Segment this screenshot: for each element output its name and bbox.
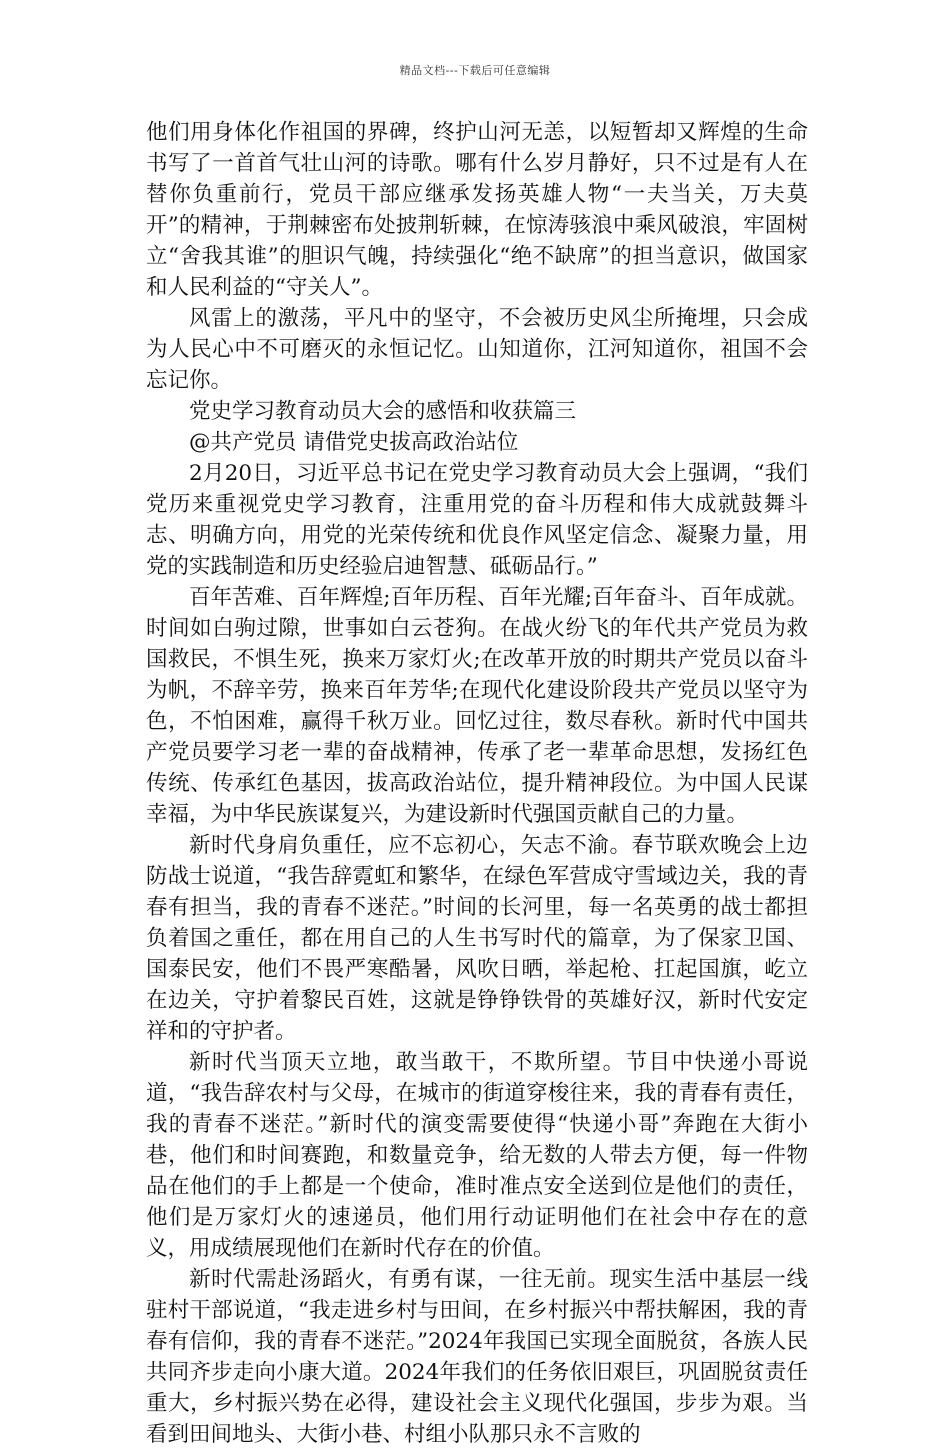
page-header: 精品文档---下载后可任意编辑 bbox=[399, 64, 551, 77]
paragraph: 新时代需赴汤蹈火，有勇有谋，一往无前。现实生活中基层一线驻村干部说道，“我走进乡村与田间，在乡村振兴中帮扶解困，我的青春有信仰，我的青春不迷茫。”2024年我国已实现全面脱贫，各族人民共同齐步走向小康大道。2024年我们的任务依旧艰巨，巩固脱贫责任重大，乡村振兴势在必得，建设社会主义现代化强国，步步为艰。当看到田间地头、大街小巷、村组小队那只永不言败的 bbox=[146, 1267, 808, 1447]
paragraph-continuation: 他们用身体化作祖国的界碑，终护山河无恙，以短暂却又辉煌的生命书写了一首首气壮山河的诗歌。哪有什么岁月静好，只不过是有人在替你负重前行，党员干部应继承发扬英雄人物“一夫当关，万夫莫开”的精神，于荆棘密布处披荆斩棘，在惊涛骇浪中乘风破浪，牢固树立“舍我其谁”的胆识气魄，持续强化“绝不缺席”的担当意识，做国家和人民利益的“守关人”。 bbox=[146, 120, 808, 300]
paragraph: 新时代当顶天立地，敢当敢干，不欺所望。节目中快递小哥说道，“我告辞农村与父母，在城市的街道穿梭往来，我的青春有责任，我的青春不迷茫。”新时代的演变需要使得“快递小哥”奔跑在大街小巷，他们和时间赛跑，和数量竞争，给无数的人带去方便，每一件物品在他们的手上都是一个使命，准时准点安全送到位是他们的责任，他们是万家灯火的速递员，他们用行动证明他们在社会中存在的意义，用成绩展现他们在新时代存在的价值。 bbox=[146, 1050, 808, 1261]
section-subtitle: @共产党员 请借党史拔高政治站位 bbox=[189, 430, 519, 455]
section-title: 党史学习教育动员大会的感悟和收获篇三 bbox=[189, 399, 577, 424]
paragraph: 风雷上的激荡，平凡中的坚守，不会被历史风尘所掩埋，只会成为人民心中不可磨灭的永恒记忆。山知道你，江河知道你，祖国不会忘记你。 bbox=[146, 306, 808, 393]
paragraph: 新时代身肩负重任，应不忘初心，矢志不渝。春节联欢晚会上边防战士说道，“我告辞霓虹和繁华，在绿色军营成守雪域边关，我的青春有担当，我的青春不迷茫。”时间的长河里，每一名英勇的战士都担负着国之重任，都在用自己的人生书写时代的篇章，为了保家卫国、国泰民安，他们不畏严寒酷暑，风吹日晒，举起枪、扛起国旗，屹立在边关，守护着黎民百姓，这就是铮铮铁骨的英雄好汉，新时代安定祥和的守护者。 bbox=[146, 833, 808, 1044]
paragraph: 2月20日，习近平总书记在党史学习教育动员大会上强调，“我们党历来重视党史学习教育，注重用党的奋斗历程和伟大成就鼓舞斗志、明确方向，用党的光荣传统和优良作风坚定信念、凝聚力量，用党的实践制造和历史经验启迪智慧、砥砺品行。” bbox=[146, 461, 808, 579]
paragraph: 百年苦难、百年辉煌;百年历程、百年光耀;百年奋斗、百年成就。时间如白驹过隙，世事如白云苍狗。在战火纷飞的年代共产党员为救国救民，不惧生死，换来万家灯火;在改革开放的时期共产党员以奋斗为帆，不辞辛劳，换来百年芳华;在现代化建设阶段共产党员以坚守为色，不怕困难，赢得千秋万业。回忆过往，数尽春秋。新时代中国共产党员要学习老一辈的奋战精神，传承了老一辈革命思想，发扬红色传统、传承红色基因，拔高政治站位，提升精神段位。为中国人民谋幸福，为中华民族谋复兴，为建设新时代强国贡献自己的力量。 bbox=[146, 585, 808, 827]
document-body bbox=[146, 117, 808, 1450]
